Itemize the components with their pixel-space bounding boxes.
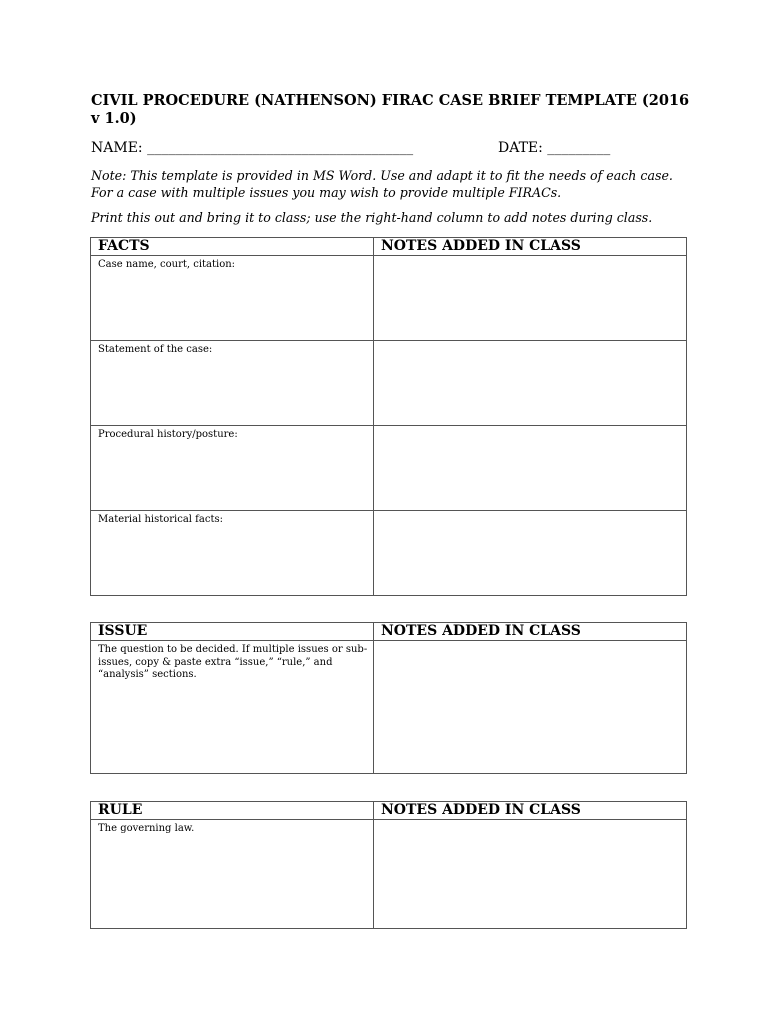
template-note: Note: This template is provided in MS Word. Use and adapt it to fit the needs of each case. For a case with multiple issues you may wish to provide multiple FIRACs.: [91, 168, 673, 200]
rule-row: [91, 820, 687, 929]
rule-notes[interactable]: [374, 820, 687, 929]
facts-label-statement[interactable]: Statement of the case:: [91, 341, 374, 426]
facts-row-case-name: [91, 256, 687, 341]
facts-row-statement: [91, 341, 687, 426]
name-field[interactable]: NAME: ______________________________________: [91, 140, 414, 156]
rule-table: [90, 801, 687, 929]
rule-notes-heading: NOTES ADDED IN CLASS: [374, 802, 687, 820]
facts-label-material-facts[interactable]: Material historical facts:: [91, 511, 374, 596]
facts-label-procedural-history[interactable]: Procedural history/posture:: [91, 426, 374, 511]
issue-label[interactable]: The question to be decided. If multiple issues or sub-issues, copy & paste extra “issue,” “rule,” and “analysis” sections.: [91, 641, 374, 774]
issue-heading: ISSUE: [91, 623, 374, 641]
facts-notes-material-facts[interactable]: [374, 511, 687, 596]
date-field[interactable]: DATE: _________: [498, 140, 611, 156]
issue-notes-heading: NOTES ADDED IN CLASS: [374, 623, 687, 641]
facts-row-procedural-history: [91, 426, 687, 511]
document-title: CIVIL PROCEDURE (NATHENSON) FIRAC CASE BRIEF TEMPLATE (2016 v 1.0): [91, 92, 690, 127]
issue-row: [91, 641, 687, 774]
facts-notes-procedural-history[interactable]: [374, 426, 687, 511]
facts-heading: FACTS: [91, 238, 374, 256]
issue-table: [90, 622, 687, 774]
issue-notes[interactable]: [374, 641, 687, 774]
facts-notes-statement[interactable]: [374, 341, 687, 426]
facts-notes-case-name[interactable]: [374, 256, 687, 341]
facts-notes-heading: NOTES ADDED IN CLASS: [374, 238, 687, 256]
facts-row-material-facts: [91, 511, 687, 596]
print-instruction: Print this out and bring it to class; use the right-hand column to add notes during class.: [91, 210, 653, 225]
facts-table: [90, 237, 687, 596]
rule-heading: RULE: [91, 802, 374, 820]
rule-label[interactable]: The governing law.: [91, 820, 374, 929]
facts-label-case-name[interactable]: Case name, court, citation:: [91, 256, 374, 341]
